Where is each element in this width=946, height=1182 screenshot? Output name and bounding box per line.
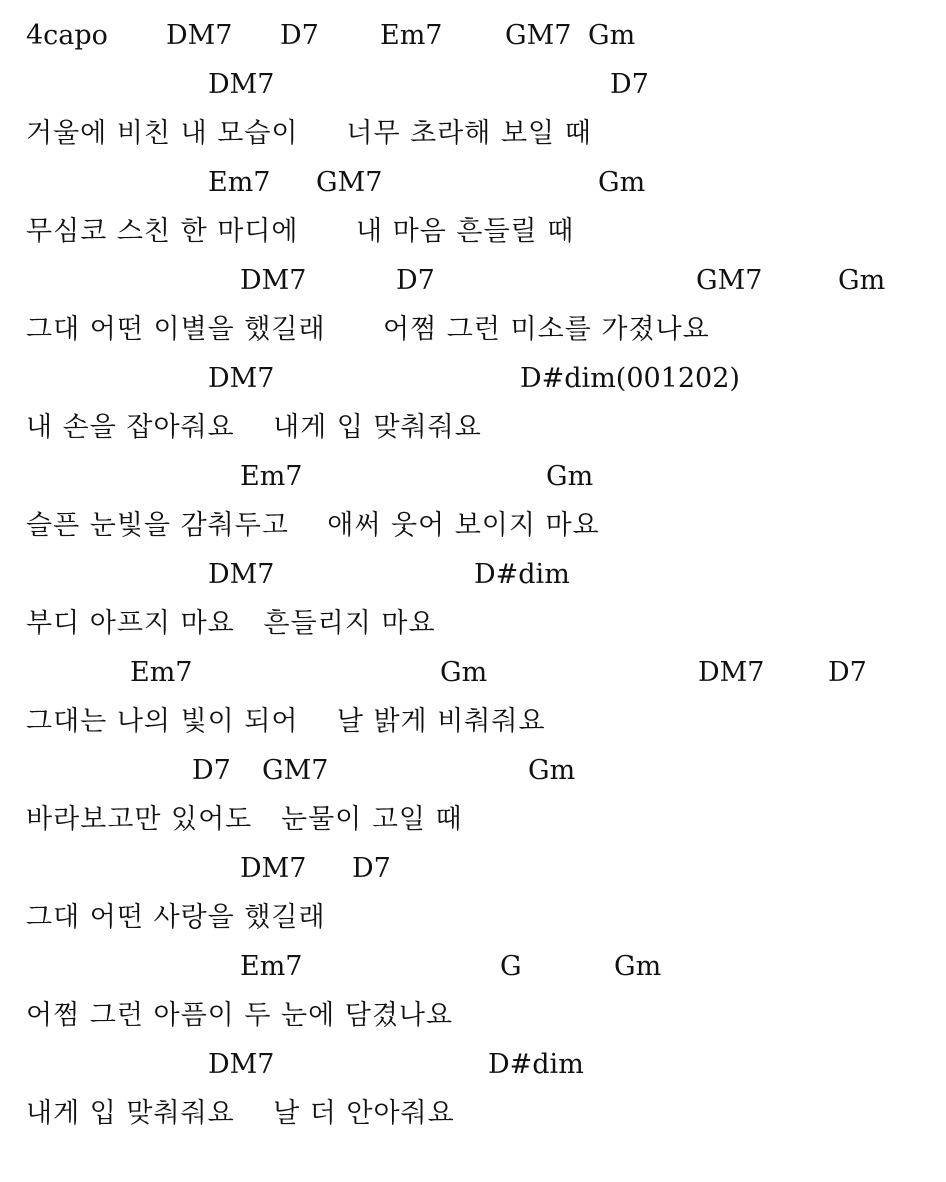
chord: Gm xyxy=(546,461,594,492)
chord: DM7 xyxy=(240,265,307,296)
lyric-text: 어쩜 그런 아픔이 두 눈에 담겼나요 xyxy=(26,1000,454,1031)
lyric-line xyxy=(0,794,946,843)
chord-line xyxy=(0,549,946,598)
chord-line xyxy=(0,745,946,794)
lyric-line xyxy=(0,304,946,353)
chord: Em7 xyxy=(380,20,443,51)
chord: D7 xyxy=(352,853,391,884)
chord: DM7 xyxy=(698,657,765,688)
chord: DM7 xyxy=(208,1049,275,1080)
chord: Em7 xyxy=(208,167,271,198)
chord-line xyxy=(0,647,946,696)
chord-line xyxy=(0,451,946,500)
lyric-line xyxy=(0,696,946,745)
chord: G xyxy=(500,951,522,982)
chord: DM7 xyxy=(208,363,275,394)
lyric-line xyxy=(0,108,946,157)
chord: D7 xyxy=(610,69,649,100)
chord: GM7 xyxy=(316,167,383,198)
lyric-text: 내 손을 잡아줘요 내게 입 맞춰줘요 xyxy=(26,412,482,443)
chord: Em7 xyxy=(240,461,303,492)
chord: Gm xyxy=(588,20,636,51)
chord: D7 xyxy=(396,265,435,296)
lyric-text: 바라보고만 있어도 눈물이 고일 때 xyxy=(26,804,463,835)
lyric-line xyxy=(0,402,946,451)
chord: D7 xyxy=(828,657,867,688)
chord-line xyxy=(0,1039,946,1088)
chord: Gm xyxy=(440,657,488,688)
chord-line xyxy=(0,353,946,402)
chord: DM7 xyxy=(166,20,233,51)
chord: Em7 xyxy=(240,951,303,982)
chord: DM7 xyxy=(208,69,275,100)
chord: D#dim xyxy=(488,1049,584,1080)
lyric-line xyxy=(0,206,946,255)
chord: Em7 xyxy=(130,657,193,688)
lyric-text: 그대 어떤 사랑을 했길래 xyxy=(26,902,326,933)
lyric-text: 슬픈 눈빛을 감춰두고 애써 웃어 보이지 마요 xyxy=(26,510,600,541)
lyric-line xyxy=(0,1088,946,1137)
lyric-text: 거울에 비친 내 모습이 너무 초라해 보일 때 xyxy=(26,118,592,149)
chord: DM7 xyxy=(240,853,307,884)
lyric-text: 내게 입 맞춰줘요 날 더 안아줘요 xyxy=(26,1098,455,1129)
chord-line xyxy=(0,59,946,108)
lyric-text: 부디 아프지 마요 흔들리지 마요 xyxy=(26,608,436,639)
capo-label: 4capo xyxy=(26,20,108,51)
chord: Gm xyxy=(614,951,662,982)
lyric-line xyxy=(0,990,946,1039)
chord: GM7 xyxy=(262,755,329,786)
lyric-text: 무심코 스친 한 마디에 내 마음 흔들릴 때 xyxy=(26,216,575,247)
chord: Gm xyxy=(528,755,576,786)
chord: Gm xyxy=(838,265,886,296)
chord: GM7 xyxy=(505,20,572,51)
chord: GM7 xyxy=(696,265,763,296)
lyric-text: 그대는 나의 빛이 되어 날 밝게 비춰줘요 xyxy=(26,706,546,737)
chord: D7 xyxy=(192,755,231,786)
chord-line xyxy=(0,843,946,892)
lyric-line xyxy=(0,500,946,549)
chord: D#dim(001202) xyxy=(520,363,740,394)
chord: Gm xyxy=(598,167,646,198)
lyric-text: 그대 어떤 이별을 했길래 어쩜 그런 미소를 가졌나요 xyxy=(26,314,710,345)
chord: D#dim xyxy=(474,559,570,590)
chord-line xyxy=(0,255,946,304)
chord-line xyxy=(0,157,946,206)
chord-line xyxy=(0,941,946,990)
lyric-line xyxy=(0,598,946,647)
chord: D7 xyxy=(280,20,319,51)
lyric-line xyxy=(0,892,946,941)
chord: DM7 xyxy=(208,559,275,590)
header-line xyxy=(0,10,946,59)
